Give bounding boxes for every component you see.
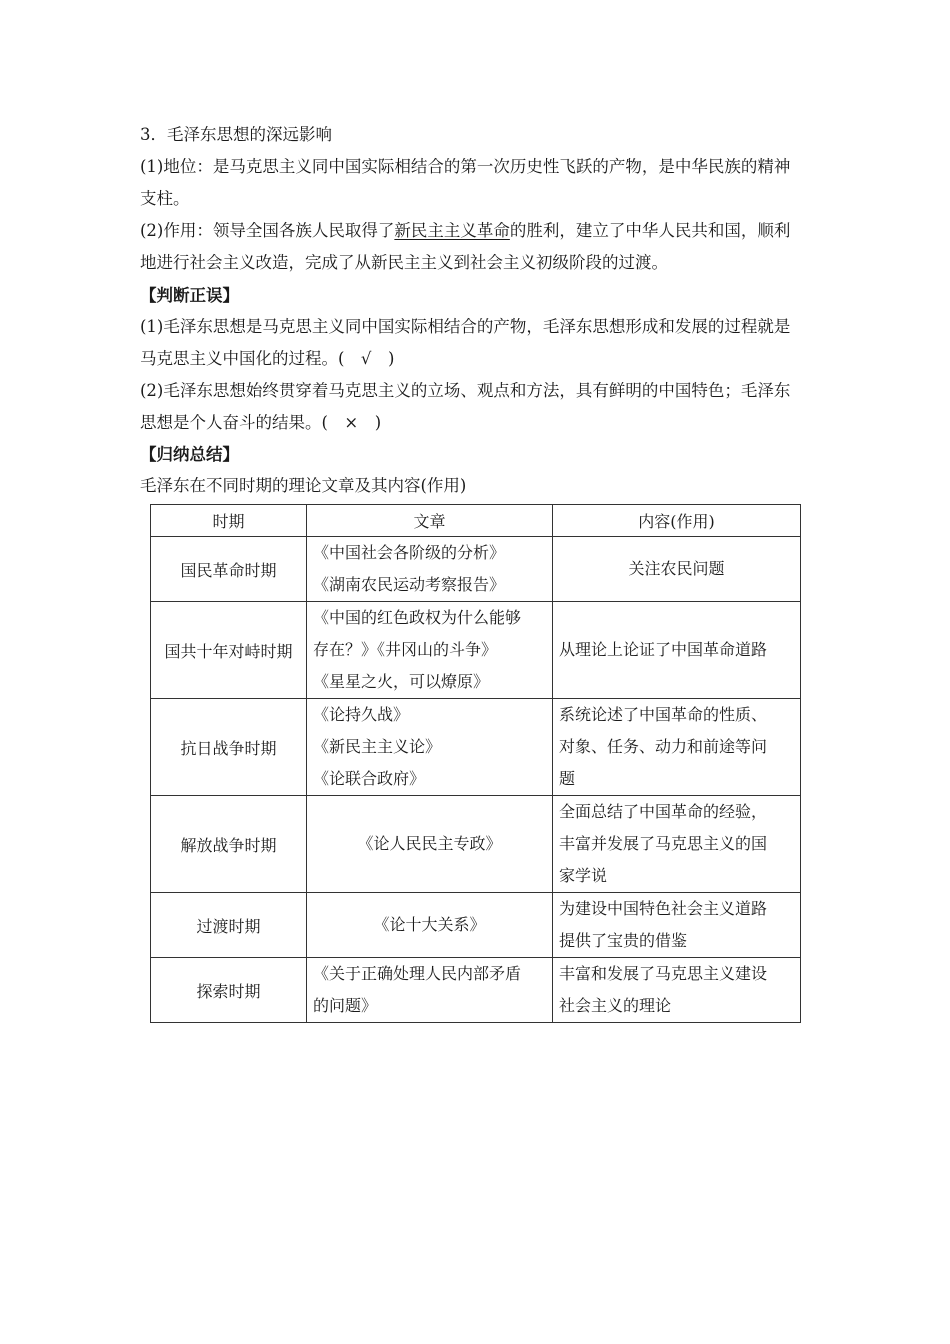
content-cell	[553, 893, 801, 958]
underlined-term: 新民主主义革命	[394, 221, 510, 240]
article-title: 《论持久战》	[313, 705, 410, 724]
judge-q1-line1: (1)毛泽东思想是马克思主义同中国实际相结合的产物，毛泽东思想形成和发展的过程就是	[140, 317, 791, 336]
period-cell: 抗日战争时期	[151, 699, 307, 796]
period-cell: 国民革命时期	[151, 537, 307, 602]
article-title: 《新民主主义论》	[313, 737, 442, 756]
content-cell	[553, 537, 801, 602]
article-title: 《湖南农民运动考察报告》	[313, 575, 506, 594]
period-cell: 国共十年对峙时期	[151, 602, 307, 699]
content-line: 丰富并发展了马克思主义的国	[559, 834, 768, 853]
articles-cell	[307, 699, 553, 796]
header-articles: 文章	[307, 505, 553, 537]
articles-cell	[307, 893, 553, 958]
article-title: 《论十大关系》	[373, 915, 486, 934]
article-title: 《中国社会各阶级的分析》	[313, 543, 506, 562]
article-title: 的问题》	[313, 996, 378, 1015]
content-cell	[553, 958, 801, 1023]
table-row	[151, 602, 801, 699]
content-line: 系统论述了中国革命的性质、	[559, 705, 768, 724]
articles-cell	[307, 602, 553, 699]
table-row	[151, 893, 801, 958]
position-paragraph-line1: (1)地位：是马克思主义同中国实际相结合的第一次历史性飞跃的产物，是中华民族的精神	[140, 157, 791, 176]
content-line: 社会主义的理论	[559, 996, 672, 1015]
articles-cell	[307, 537, 553, 602]
table-row	[151, 796, 801, 893]
content-line: 对象、任务、动力和前途等问	[559, 737, 768, 756]
role-text-after: 的胜利，建立了中华人民共和国，顺利	[509, 221, 791, 240]
article-title: 存在？》《井冈山的斗争》	[313, 640, 498, 659]
role-paragraph-line2: 地进行社会主义改造，完成了从新民主主义到社会主义初级阶段的过渡。	[140, 253, 668, 272]
table-header-row	[151, 505, 801, 537]
summary-table	[150, 504, 801, 1023]
content-line: 提供了宝贵的借鉴	[559, 931, 688, 950]
content-line: 题	[559, 769, 576, 788]
period-cell: 解放战争时期	[151, 796, 307, 893]
judge-heading: 【判断正误】	[140, 286, 239, 305]
article-title: 《论人民民主专政》	[357, 834, 502, 853]
article-title: 《中国的红色政权为什么能够	[313, 608, 522, 627]
period-cell: 探索时期	[151, 958, 307, 1023]
header-period: 时期	[151, 505, 307, 537]
section-heading: 3．毛泽东思想的深远影响	[140, 125, 332, 144]
header-content: 内容(作用)	[553, 505, 801, 537]
table-caption: 毛泽东在不同时期的理论文章及其内容(作用)	[140, 476, 467, 495]
role-text-before: (2)作用：领导全国各族人民取得了	[140, 221, 395, 240]
articles-cell	[307, 796, 553, 893]
articles-cell	[307, 958, 553, 1023]
table-row	[151, 699, 801, 796]
table-row	[151, 958, 801, 1023]
judge-q2-line1: (2)毛泽东思想始终贯穿着马克思主义的立场、观点和方法，具有鲜明的中国特色；毛泽东	[140, 381, 791, 400]
period-cell: 过渡时期	[151, 893, 307, 958]
article-title: 《星星之火，可以燎原》	[313, 672, 490, 691]
content-line: 关注农民问题	[628, 559, 725, 578]
table-row	[151, 537, 801, 602]
content-line: 为建设中国特色社会主义道路	[559, 899, 768, 918]
judge-q1-line2: 马克思主义中国化的过程。( √ )	[140, 349, 395, 368]
content-cell	[553, 699, 801, 796]
article-title: 《关于正确处理人民内部矛盾	[313, 964, 522, 983]
content-line: 全面总结了中国革命的经验，	[559, 802, 768, 821]
content-line: 丰富和发展了马克思主义建设	[559, 964, 768, 983]
content-cell	[553, 602, 801, 699]
summary-heading: 【归纳总结】	[140, 445, 239, 464]
content-line: 家学说	[559, 866, 608, 885]
content-line: 从理论上论证了中国革命道路	[559, 640, 768, 659]
content-cell	[553, 796, 801, 893]
position-paragraph-line2: 支柱。	[140, 189, 190, 208]
role-paragraph-line1	[140, 220, 790, 242]
article-title: 《论联合政府》	[313, 769, 426, 788]
judge-q2-line2: 思想是个人奋斗的结果。( × )	[140, 413, 382, 432]
